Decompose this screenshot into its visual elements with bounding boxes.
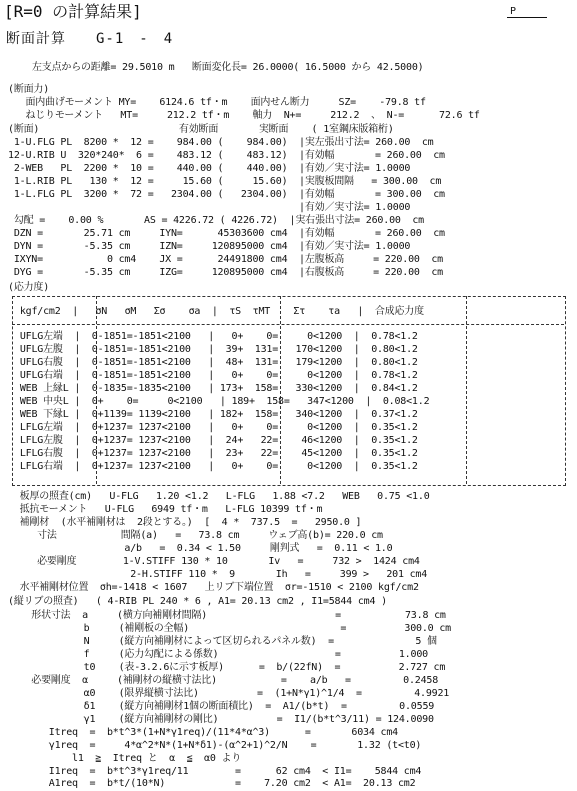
text-line: Itreq = b*t^3*(1+N*γ1req)/(11*4*α^3) = 6034 cm4 bbox=[8, 727, 398, 738]
table-row: UFLG左端 | 0-1851=-1851<2100 | 0+ 0= 0<1200 | 0.78<1.2 bbox=[14, 331, 418, 342]
text-line: 形状寸法 a (横方向補剛材間隔) = 73.8 cm bbox=[8, 610, 446, 621]
table-divider bbox=[466, 296, 467, 484]
text-line: 2-H.STIFF 110 * 9 Ih = 399 > 201 cm4 bbox=[8, 569, 428, 580]
text-line: I1req = b*t^3*γ1req/11 = 62 cm4 < I1= 5844 cm4 bbox=[8, 766, 422, 777]
section-row: DZN = 25.71 cm IYN= 45303600 cm4 |有効幅 = 260.00 cm bbox=[8, 228, 445, 239]
stress-table-header: kgf/cm2 | σN σM Σσ σa | τS τMT Στ τa | 合成応力度 bbox=[14, 306, 424, 317]
section-row: DYN = -5.35 cm IZN= 120895000 cm4 |有効／実寸法= 1.0000 bbox=[8, 241, 411, 252]
text-line: (縦リブの照査) ( 4-RIB PL 240 * 6 , A1= 20.13 cm2 , I1=5844 cm4 ) bbox=[8, 596, 387, 607]
text-line: γ1req = 4*α^2*N*(1+N*δ1)-(α^2+1)^2/N = 1.32 (t<t0) bbox=[8, 740, 422, 751]
table-row: LFLG左端 | 0+1237= 1237<2100 | 0+ 0= 0<1200 | 0.35<1.2 bbox=[14, 422, 418, 433]
section-row: 12-U.RIB U 320*240* 6 = 483.12 ( 483.12) |有効幅 = 260.00 cm bbox=[8, 150, 445, 161]
text-line: 水平補剛材位置 σh=-1418 < 1607 上リブ下端位置 σr=-1510 < 2100 kgf/cm2 bbox=[8, 582, 419, 593]
text-line: N (縦方向補剛材によって区切られるパネル数) = 5 個 bbox=[8, 636, 437, 647]
text-line: (断面) 有効断面 実断面 ( 1室鋼床版箱桁) bbox=[8, 124, 394, 135]
table-row: LFLG右腹 | 0+1237= 1237<2100 | 23+ 22= 45<1200 | 0.35<1.2 bbox=[14, 448, 418, 459]
text-line: b (補剛板の全幅) = 300.0 cm bbox=[8, 623, 451, 634]
section-row: DYG = -5.35 cm IZG= 120895000 cm4 |右腹板高 = 220.00 cm bbox=[8, 267, 443, 278]
text-line: 必要剛度 α (補剛材の縦横寸法比) = a/b = 0.2458 bbox=[8, 675, 439, 686]
section-title: 断面計算 G-1 - 4 bbox=[6, 31, 174, 47]
section-row: 1-L.FLG PL 3200 * 72 = 2304.00 ( 2304.00) |有効幅 = 300.00 cm bbox=[8, 189, 445, 200]
text-line: 寸法 間隔(a) = 73.8 cm ウェブ高(b)= 220.0 cm bbox=[8, 530, 383, 541]
table-row: UFLG右端 | 0-1851=-1851<2100 | 0+ 0= 0<1200 | 0.78<1.2 bbox=[14, 370, 418, 381]
text-line: l1 ≧ Itreq と α ≦ α0 より bbox=[8, 753, 242, 764]
text-line: a/b = 0.34 < 1.50 剛判式 = 0.11 < 1.0 bbox=[8, 543, 393, 554]
text-line: (断面力) bbox=[8, 84, 50, 95]
section-row: 2-WEB PL 2200 * 10 = 440.00 ( 440.00) |有効／実寸法= 1.0000 bbox=[8, 163, 411, 174]
table-row: LFLG右端 | 0+1237= 1237<2100 | 0+ 0= 0<1200 | 0.35<1.2 bbox=[14, 461, 418, 472]
table-row: WEB 中央L | 0+ 0= 0<2100 | 189+ 158= 347<1200 | 0.08<1.2 bbox=[14, 396, 430, 407]
table-row: WEB 上縁L | 0-1835=-1835<2100 | 173+ 158= 330<1200 | 0.84<1.2 bbox=[14, 383, 418, 394]
section-row: 1-U.FLG PL 8200 * 12 = 984.00 ( 984.00) |実左張出寸法= 260.00 cm bbox=[8, 137, 434, 148]
text-line: t0 (表-3.2.6に示す板厚) = b/(22fN) = 2.727 cm bbox=[8, 662, 446, 673]
text-line: 抵抗モーメント U-FLG 6949 tf・m L-FLG 10399 tf・m bbox=[8, 504, 323, 515]
text-line: α0 (限界縦横寸法比) = (1+N*γ1)^1/4 = 4.9921 bbox=[8, 688, 450, 699]
text-line: 左支点からの距離= 29.5010 m 断面変化長= 26.0000( 16.5000 から 42.5000) bbox=[32, 62, 424, 73]
table-row: LFLG左腹 | 0+1237= 1237<2100 | 24+ 22= 46<1200 | 0.35<1.2 bbox=[14, 435, 418, 446]
text-line: δ1 (縦方向補剛材1個の断面積比) = A1/(b*t) = 0.0559 bbox=[8, 701, 435, 712]
text-line: ねじりモーメント MT= 212.2 tf・m 軸力 N+= 212.2 、 N-= 72.6 tf bbox=[8, 110, 480, 121]
text-line: 板厚の照査(cm) U-FLG 1.20 <1.2 L-FLG 1.88 <7.2 WEB 0.75 <1.0 bbox=[8, 491, 430, 502]
page-number-underline bbox=[507, 17, 547, 18]
table-row: UFLG左腹 | 0-1851=-1851<2100 | 39+ 131= 170<1200 | 0.80<1.2 bbox=[14, 344, 418, 355]
table-divider bbox=[12, 324, 564, 325]
page-number-label: P bbox=[510, 6, 517, 17]
section-row: |有効／実寸法= 1.0000 bbox=[8, 202, 411, 213]
text-line: 面内曲げモーメント MY= 6124.6 tf・m 面内せん断力 SZ= -79.8 tf bbox=[8, 97, 426, 108]
text-line: f (応力勾配による係数) = 1.000 bbox=[8, 649, 428, 660]
text-line: A1req = b*t/(10*N) = 7.20 cm2 < A1= 20.13 cm2 bbox=[8, 778, 416, 789]
text-line: (応力度) bbox=[8, 282, 50, 293]
table-row: WEB 下縁L | 0+1139= 1139<2100 | 182+ 158= 340<1200 | 0.37<1.2 bbox=[14, 409, 418, 420]
page-title: [R=0 の計算結果] bbox=[4, 2, 142, 21]
text-line: 補剛材 (水平補剛材は 2段とする。) [ 4 * 737.5 = 2950.0 ] bbox=[8, 517, 362, 528]
section-row: 1-L.RIB PL 130 * 12 = 15.60 ( 15.60) |実腹板間隔 = 300.00 cm bbox=[8, 176, 442, 187]
table-row: UFLG右腹 | 0-1851=-1851<2100 | 48+ 131= 179<1200 | 0.80<1.2 bbox=[14, 357, 418, 368]
text-line: γ1 (縦方向補剛材の剛比) = I1/(b*t^3/11) = 124.0090 bbox=[8, 714, 434, 725]
section-row: IXYN= 0 cm4 JX = 24491800 cm4 |左腹板高 = 220.00 cm bbox=[8, 254, 443, 265]
section-row: 勾配 = 0.00 % AS = 4226.72 ( 4226.72) |実右張出寸法= 260.00 cm bbox=[8, 215, 424, 226]
text-line: 必要剛度 1-V.STIFF 130 * 10 Iv = 732 > 1424 cm4 bbox=[8, 556, 420, 567]
